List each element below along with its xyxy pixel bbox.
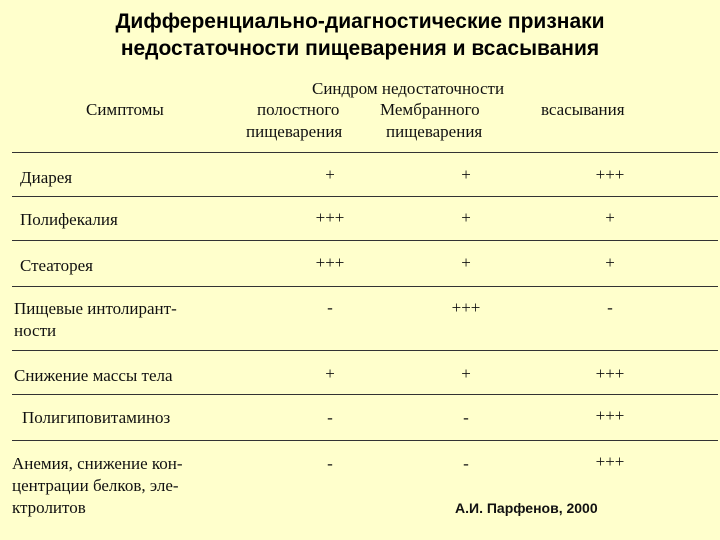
cavity-value: + bbox=[325, 165, 335, 184]
row-divider bbox=[12, 196, 718, 197]
header-syndrome: Синдром недостаточности bbox=[312, 79, 505, 98]
cavity-value: + bbox=[325, 364, 335, 383]
row-divider bbox=[12, 350, 718, 351]
slide-title bbox=[0, 8, 720, 62]
cavity-value: - bbox=[327, 408, 333, 427]
membrane-value: +++ bbox=[451, 298, 481, 317]
absorption-value: +++ bbox=[595, 364, 625, 383]
cavity-value: - bbox=[327, 454, 333, 473]
absorption-value: + bbox=[605, 208, 615, 227]
absorption-value: - bbox=[607, 298, 613, 317]
symptom-label: Пищевые интолирант- bbox=[14, 299, 177, 318]
header-col3: всасывания bbox=[541, 100, 625, 119]
absorption-value: +++ bbox=[595, 406, 625, 425]
header-col2-line1: Мембранного bbox=[380, 100, 480, 119]
symptom-label: центрации белков, эле- bbox=[12, 476, 179, 495]
absorption-value: + bbox=[605, 253, 615, 272]
header-symptoms: Симптомы bbox=[86, 100, 164, 119]
membrane-value: - bbox=[463, 408, 469, 427]
symptom-label: Диарея bbox=[20, 168, 73, 187]
row-divider bbox=[12, 394, 718, 395]
header-col1-line2: пищеварения bbox=[246, 122, 343, 141]
cavity-value: - bbox=[327, 298, 333, 317]
header-col1-line1: полостного bbox=[257, 100, 340, 119]
absorption-value: +++ bbox=[595, 165, 625, 184]
row-divider bbox=[12, 286, 718, 287]
symptom-label: Анемия, снижение кон- bbox=[12, 454, 183, 473]
cavity-value: +++ bbox=[315, 208, 345, 227]
symptom-label: Полигиповитаминоз bbox=[22, 408, 171, 427]
title-line-1: Дифференциально-диагностические признаки bbox=[115, 10, 605, 33]
membrane-value: + bbox=[461, 253, 471, 272]
membrane-value: + bbox=[461, 208, 471, 227]
source-credit: А.И. Парфенов, 2000 bbox=[455, 500, 598, 516]
symptom-label: Стеаторея bbox=[20, 256, 93, 275]
cavity-value: +++ bbox=[315, 253, 345, 272]
membrane-value: - bbox=[463, 454, 469, 473]
symptom-label: Снижение массы тела bbox=[14, 366, 173, 385]
title-line-2: недостаточности пищеварения и всасывания bbox=[120, 37, 600, 60]
symptom-label: ности bbox=[14, 321, 57, 340]
row-divider bbox=[12, 240, 718, 241]
header-col2-line2: пищеварения bbox=[386, 122, 483, 141]
symptom-label: ктролитов bbox=[12, 498, 86, 517]
membrane-value: + bbox=[461, 165, 471, 184]
absorption-value: +++ bbox=[595, 452, 625, 471]
membrane-value: + bbox=[461, 364, 471, 383]
symptom-label: Полифекалия bbox=[20, 210, 118, 229]
header-divider bbox=[12, 152, 718, 153]
row-divider bbox=[12, 440, 718, 441]
